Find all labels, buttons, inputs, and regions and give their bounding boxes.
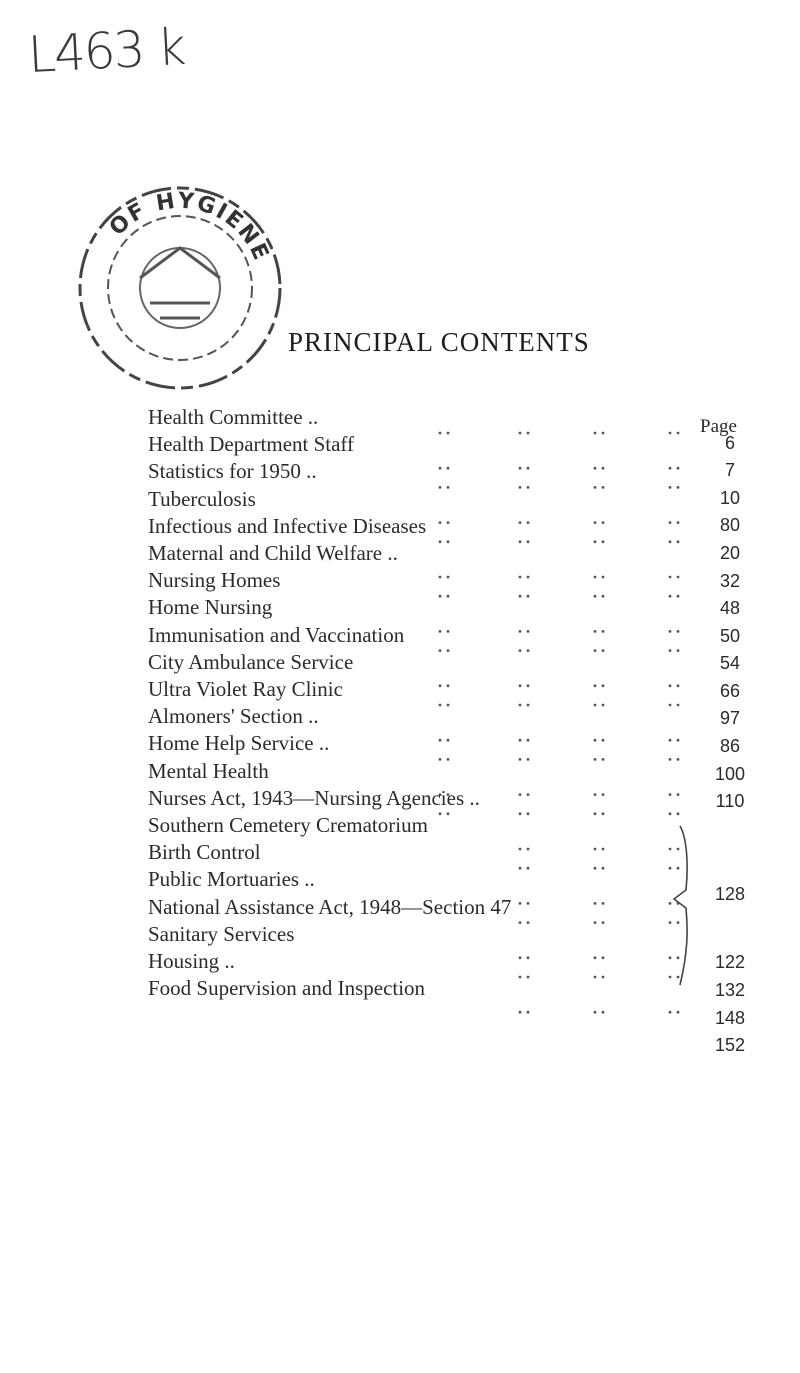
contents-entry-title: Public Mortuaries .. [148, 867, 315, 892]
contents-entry-page: 80 [719, 515, 741, 535]
seal-inscription: OF HYGIENE [104, 188, 274, 266]
contents-entry-title: Birth Control [148, 840, 261, 865]
contents-entry-title: Infectious and Infective Diseases [148, 513, 427, 538]
page-column-header: Page [700, 416, 737, 437]
contents-entry-page: 6 [724, 433, 735, 453]
contents-entry-page: 7 [724, 460, 735, 480]
contents-entry-title: Health Department Staff [148, 432, 355, 457]
contents-entry-title: Home Nursing [148, 595, 273, 620]
contents-entry-page: 100 [714, 764, 746, 784]
contents-entry-page: 86 [719, 736, 741, 756]
contents-entry-title: Statistics for 1950 .. [148, 459, 317, 484]
contents-entry-title: City Ambulance Service [148, 649, 354, 674]
contents-entry-page: 132 [714, 980, 746, 1000]
page-title: PRINCIPAL CONTENTS [288, 327, 590, 357]
contents-entry-page: 32 [719, 571, 741, 591]
contents-entry-title: Southern Cemetery Crematorium [148, 813, 428, 837]
contents-entry-page: 110 [715, 791, 745, 811]
contents-entry-title: Home Help Service .. [148, 731, 330, 756]
contents-entry-page: 97 [719, 708, 741, 728]
contents-entry-page: 128 [714, 884, 746, 904]
contents-entry-page: 48 [719, 598, 741, 618]
contents-entry-title: Immunisation and Vaccination [148, 622, 405, 647]
contents-entry-page: 148 [714, 1008, 746, 1028]
contents-entry-title: Tuberculosis [148, 486, 256, 511]
contents-entry-title: Mental Health [148, 758, 269, 783]
handwritten-reference-mark: L463 k [26, 17, 186, 85]
contents-entry-title: Housing .. [148, 949, 235, 973]
contents-entry-title: Nurses Act, 1943—Nursing Agencies .. [148, 785, 480, 810]
contents-entry-title: Sanitary Services [148, 921, 295, 946]
contents-entry-title: Ultra Violet Ray Clinic [148, 677, 343, 701]
contents-entry-page: 54 [719, 653, 741, 673]
contents-entry-title: Food Supervision and Inspection [148, 976, 426, 1001]
contents-entry-title: Nursing Homes [148, 568, 281, 593]
contents-entry-title: Almoners' Section .. [148, 704, 319, 729]
contents-entry-title: National Assistance Act, 1948—Section 47 [148, 894, 512, 919]
contents-entry-page: 122 [714, 952, 746, 972]
contents-entry-page: 20 [719, 543, 741, 563]
contents-entry-title: Health Committee .. [148, 405, 319, 429]
contents-entry-page: 66 [719, 681, 741, 701]
contents-entry-title: Maternal and Child Welfare .. [148, 541, 398, 565]
contents-entry-page: 10 [719, 488, 741, 508]
contents-entry-page: 50 [719, 626, 741, 646]
contents-entry-page: 152 [714, 1035, 746, 1055]
